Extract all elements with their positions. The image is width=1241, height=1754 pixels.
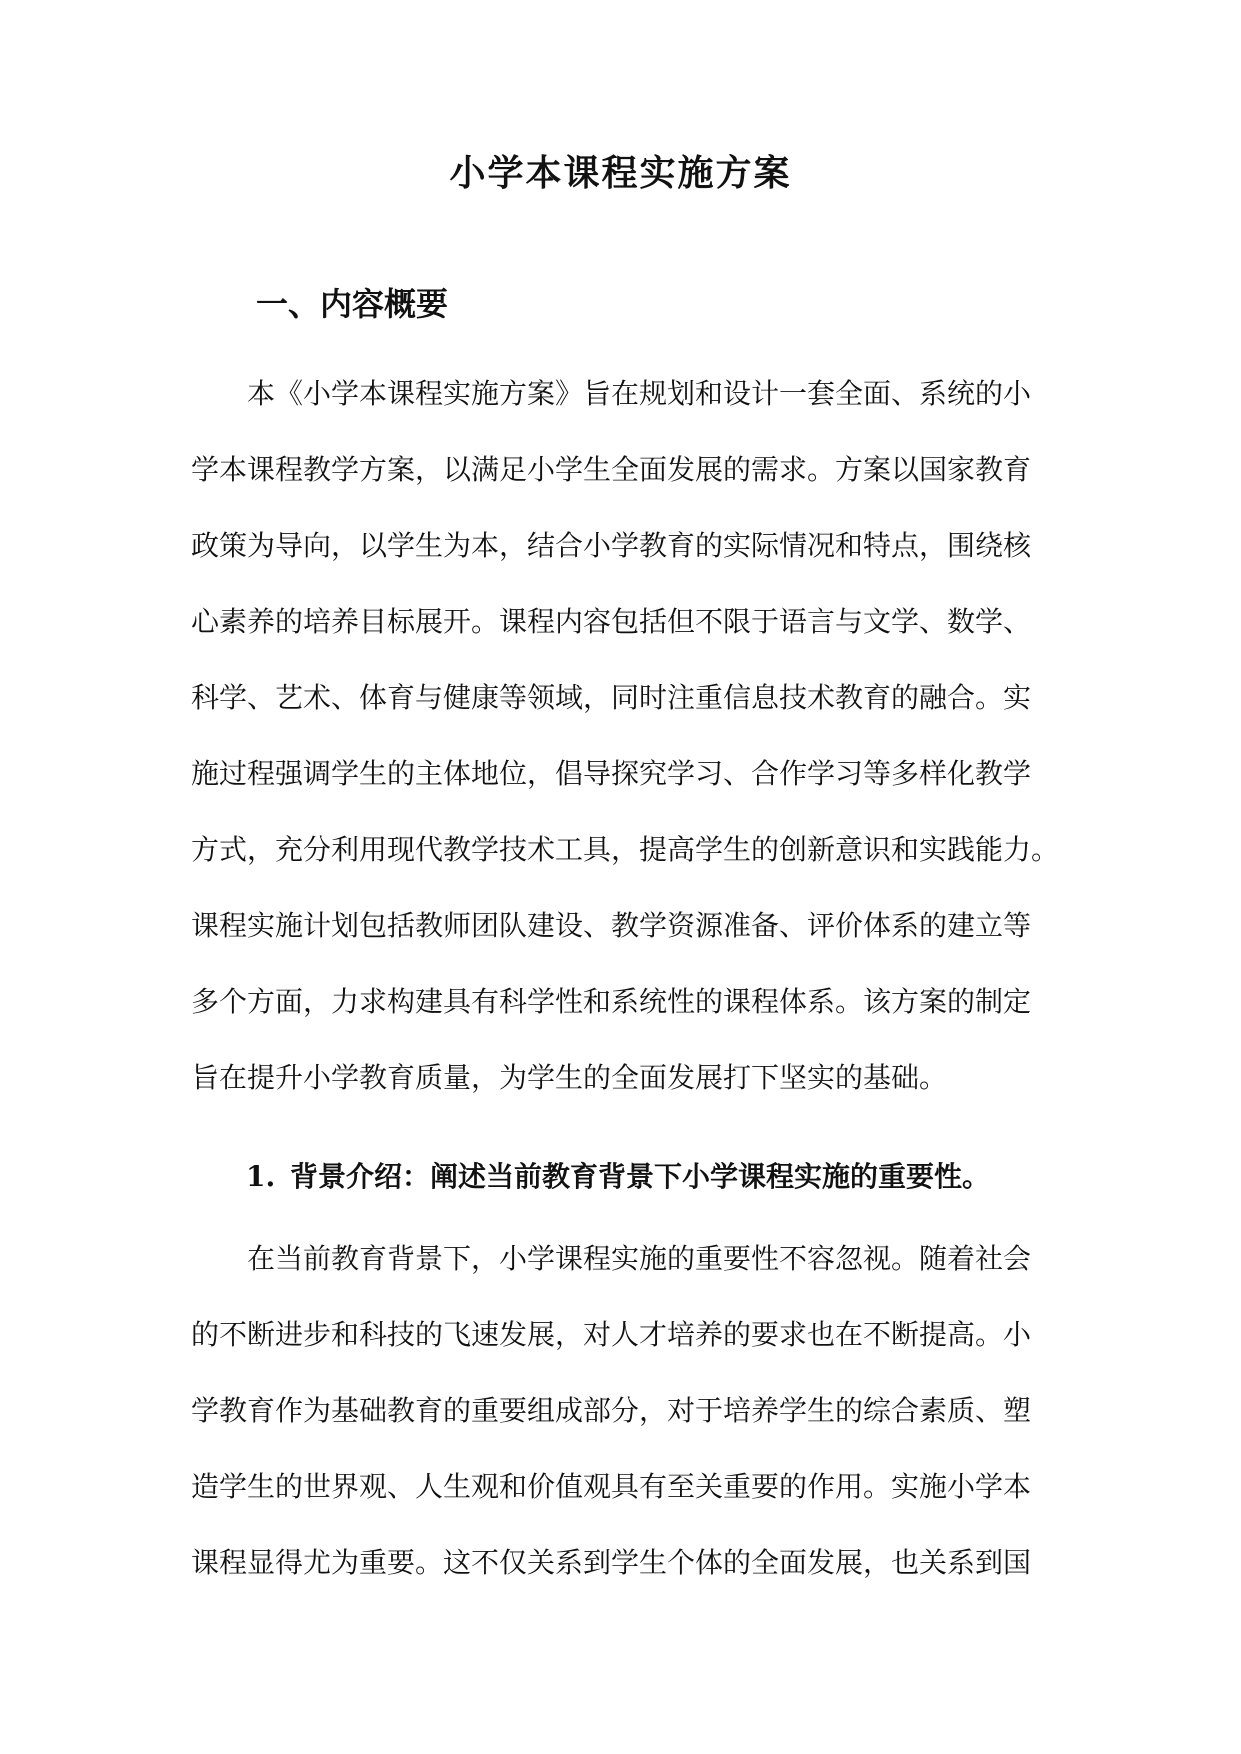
paragraph-line: 学教育作为基础教育的重要组成部分，对于培养学生的综合素质、塑 [191,1394,1032,1427]
section-heading-overview: 一、内容概要 [256,285,449,323]
overview-paragraph [191,356,1071,1116]
paragraph-line: 方式，充分利用现代教学技术工具，提高学生的创新意识和实践能力。 [191,833,1060,866]
subsection-heading-text: 背景介绍：阐述当前教育背景下小学课程实施的重要性。 [290,1160,991,1193]
paragraph-line: 多个方面，力求构建具有科学性和系统性的课程体系。该方案的制定 [191,985,1032,1018]
paragraph-line: 课程实施计划包括教师团队建设、教学资源准备、评价体系的建立等 [191,909,1032,942]
paragraph-line: 旨在提升小学教育质量，为学生的全面发展打下坚实的基础。 [191,1061,948,1094]
subsection-heading-background [246,1153,990,1201]
paragraph-line: 课程显得尤为重要。这不仅关系到学生个体的全面发展，也关系到国 [191,1546,1032,1579]
paragraph-line: 心素养的培养目标展开。课程内容包括但不限于语言与文学、数学、 [191,605,1032,638]
paragraph-line: 的不断进步和科技的飞速发展，对人才培养的要求也在不断提高。小 [191,1318,1032,1351]
paragraph-line: 本《小学本课程实施方案》旨在规划和设计一套全面、系统的小 [247,377,1032,410]
paragraph-line: 政策为导向，以学生为本，结合小学教育的实际情况和特点，围绕核 [191,529,1032,562]
paragraph-line: 造学生的世界观、人生观和价值观具有至关重要的作用。实施小学本 [191,1470,1032,1503]
background-paragraph [191,1221,1071,1601]
paragraph-line: 学本课程教学方案，以满足小学生全面发展的需求。方案以国家教育 [191,453,1032,486]
paragraph-line: 科学、艺术、体育与健康等领域，同时注重信息技术教育的融合。实 [191,681,1032,714]
subsection-number: 1. [246,1160,276,1193]
paragraph-line: 施过程强调学生的主体地位，倡导探究学习、合作学习等多样化教学 [191,757,1032,790]
document-title: 小学本课程实施方案 [449,152,792,194]
paragraph-line: 在当前教育背景下，小学课程实施的重要性不容忽视。随着社会 [247,1242,1032,1275]
